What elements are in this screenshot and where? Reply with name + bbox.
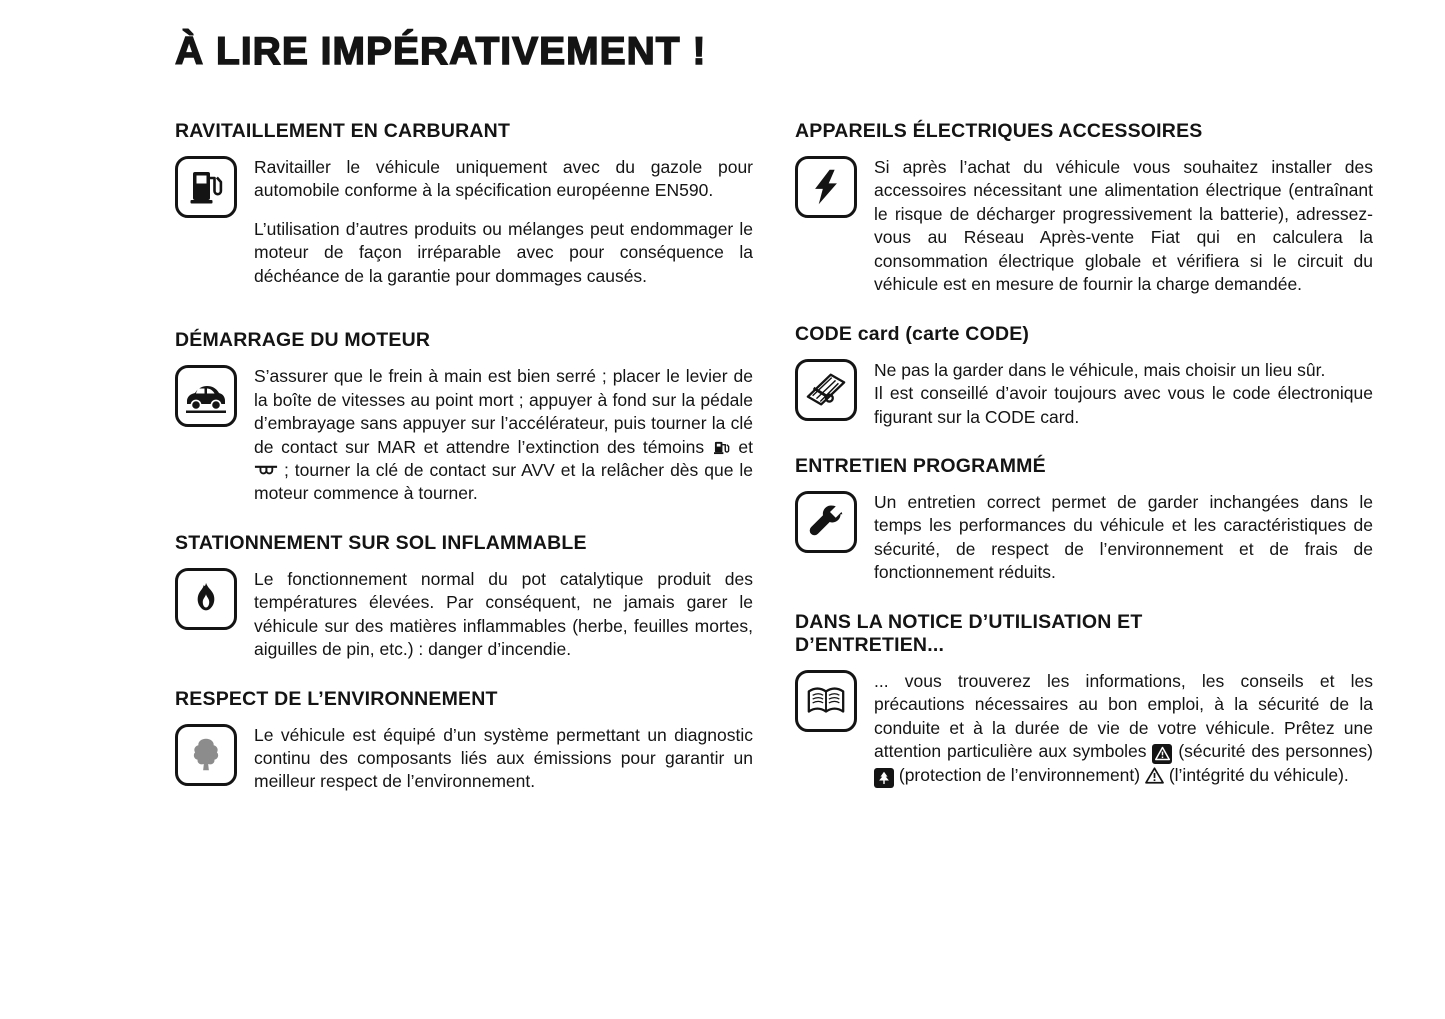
section-parking xyxy=(175,532,753,662)
section-notice xyxy=(795,611,1373,788)
engine-start-and: et xyxy=(730,436,753,457)
notice-text xyxy=(874,670,1373,788)
fuel-block xyxy=(175,156,753,303)
code-card-icon xyxy=(795,359,857,421)
open-book-icon xyxy=(795,670,857,732)
integrity-symbol-icon xyxy=(1145,767,1164,784)
section-heading-fuel: RAVITAILLEMENT EN CARBURANT xyxy=(175,120,511,142)
notice-part1: ... vous trouverez les informations, les conseils et les précautions nécessaires au bon emploi, à la sécurité de la conduite et à la durée de vie de votre véhicule. Prêtez une attention particulière aux symboles xyxy=(874,670,1373,761)
engine-start-part1: S’assurer que le frein à main est bien serré ; placer le levier de la boîte de vitesses au point mort ; appuyer à fond sur la pédale d’embrayage sans appuyer sur l’accélérateur, puis tourner la clé de contact sur MAR et attendre l’extinction des témoins xyxy=(254,366,753,457)
section-heading-engine-start: DÉMARRAGE DU MOTEUR xyxy=(175,329,431,352)
fuel-pump-icon xyxy=(175,156,237,218)
right-column xyxy=(795,120,1373,814)
tree-icon xyxy=(175,724,237,786)
wrench-icon xyxy=(795,491,857,553)
safety-symbol-icon xyxy=(1152,744,1172,764)
section-maintenance xyxy=(795,455,1373,585)
left-column xyxy=(175,120,753,814)
section-electric-accessories xyxy=(795,120,1373,297)
section-engine-start xyxy=(175,329,753,506)
paragraph: Ne pas la garder dans le véhicule, mais choisir un lieu sûr. xyxy=(874,359,1326,380)
section-heading-parking: STATIONNEMENT SUR SOL INFLAMMABLE xyxy=(175,531,587,554)
paragraph: L’utilisation d’autres produits ou mélanges peut endommager le moteur de façon irréparable avec pour conséquence la déchéance de la garantie pour dommages causés. xyxy=(254,218,753,286)
section-heading-notice: DANS LA NOTICE D’UTILISATION ET D’ENTRETIEN... xyxy=(795,610,1143,656)
notice-label-integrity: (l’intégrité du véhicule). xyxy=(1163,764,1349,785)
paragraph: Si après l’achat du véhicule vous souhaitez installer des accessoires nécessitant une alimentation électrique (entraînant le risque de décharger progressivement la batterie), adressez-vous au Réseau Après-vente Fiat qui en calculera la consommation électrique globale et vérifiera si le circuit du véhicule est en mesure de fournir la charge demandée. xyxy=(874,157,1373,295)
columns xyxy=(175,120,1375,814)
electric-block xyxy=(795,156,1373,297)
notice-label-safety: (sécurité des personnes) xyxy=(1172,741,1373,761)
environment-symbol-icon xyxy=(874,768,894,788)
environment-block xyxy=(175,724,753,794)
code-card-text xyxy=(874,359,1373,429)
section-code-card xyxy=(795,323,1373,429)
parking-text xyxy=(254,568,753,662)
page-title: À LIRE IMPÉRATIVEMENT ! xyxy=(175,30,707,73)
paragraph xyxy=(254,365,753,506)
section-fuel xyxy=(175,120,753,303)
flame-icon xyxy=(175,568,237,630)
engine-start-text xyxy=(254,365,753,506)
fuel-text xyxy=(254,156,753,303)
notice-label-env: (protection de l’environnement) xyxy=(894,764,1145,785)
section-environment xyxy=(175,688,753,794)
maintenance-block xyxy=(795,491,1373,585)
environment-text xyxy=(254,724,753,794)
car-icon xyxy=(175,365,237,427)
paragraph: Il est conseillé d’avoir toujours avec vous le code électronique figurant sur la CODE card. xyxy=(874,383,1373,427)
section-heading-code-card: CODE card (carte CODE) xyxy=(795,322,1030,345)
paragraph: Le véhicule est équipé d’un système permettant un diagnostic continu des composants liés aux émissions pour garantir un meilleur respect de l’environnement. xyxy=(254,724,753,792)
section-heading-maintenance: ENTRETIEN PROGRAMMÉ xyxy=(795,454,1046,477)
glow-plug-warning-light-icon xyxy=(254,463,278,478)
paragraph: Ravitailler le véhicule uniquement avec du gazole pour automobile conforme à la spécification européenne EN590. xyxy=(254,157,753,201)
lightning-icon xyxy=(795,156,857,218)
paragraph xyxy=(874,670,1373,788)
injection-warning-light-icon xyxy=(712,440,731,455)
paragraph: Le fonctionnement normal du pot catalytique produit des températures élevées. Par conséquent, ne jamais garer le véhicule sur des matières inflammables (herbe, feuilles mortes, aiguilles de pin, etc.) : danger d’incendie. xyxy=(254,568,753,660)
notice-block xyxy=(795,670,1373,788)
electric-text xyxy=(874,156,1373,297)
code-card-block xyxy=(795,359,1373,429)
parking-block xyxy=(175,568,753,662)
engine-start-block xyxy=(175,365,753,506)
maintenance-text xyxy=(874,491,1373,585)
paragraph: Un entretien correct permet de garder inchangées dans le temps les performances du véhicule et les caractéristiques de sécurité, de respect de l’environnement et de frais de fonctionnement réduits. xyxy=(874,491,1373,583)
section-heading-environment: RESPECT DE L’ENVIRONNEMENT xyxy=(175,687,498,710)
section-heading-electric: APPAREILS ÉLECTRIQUES ACCESSOIRES xyxy=(795,120,1203,142)
engine-start-part2: ; tourner la clé de contact sur AVV et la relâcher dès que le moteur commence à tourner. xyxy=(254,459,753,504)
